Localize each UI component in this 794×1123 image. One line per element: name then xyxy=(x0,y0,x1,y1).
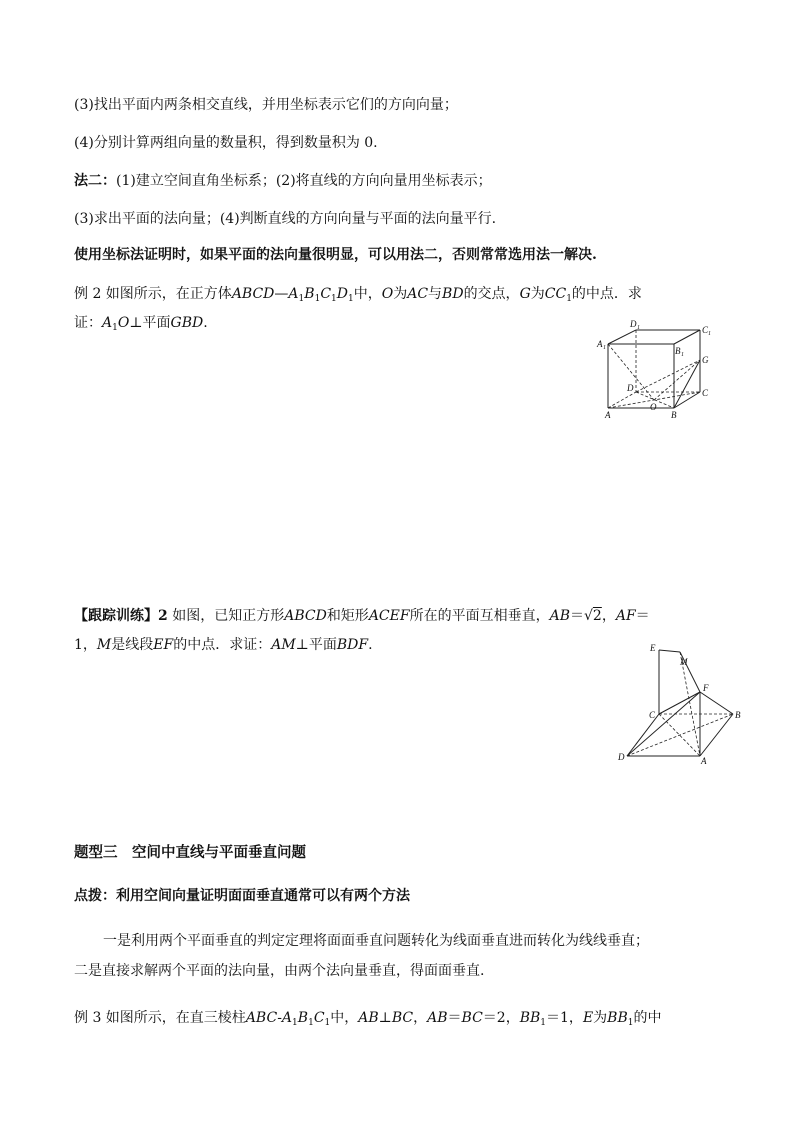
vertex-label: D xyxy=(618,752,625,762)
hint-line: 点拨：利用空间向量证明面面垂直通常可以有两个方法 xyxy=(74,888,410,904)
vertex-label: C xyxy=(702,325,709,335)
example-3-line xyxy=(74,1009,661,1027)
example-2-text: . xyxy=(203,315,208,331)
math-term: BD xyxy=(442,286,464,302)
vertex-label: M xyxy=(680,657,688,667)
math-term: AB xyxy=(549,608,570,624)
vertex-label: 1 xyxy=(603,345,606,351)
math-term: 1 xyxy=(324,1018,331,1028)
math-term: 1 xyxy=(348,294,354,304)
math-term: ABCD xyxy=(284,608,327,624)
method-two-line-2: (3)求出平面的法向量；(4)判断直线的方向向量与平面的法向量平行. xyxy=(74,211,497,227)
example-2-text: ⊥平面 xyxy=(129,315,171,331)
example-2-text: 为 xyxy=(530,286,545,302)
cube-figure xyxy=(596,318,716,422)
vertex-label: E xyxy=(650,643,656,653)
math-term: BC xyxy=(461,1010,483,1026)
vertex-label: 1 xyxy=(708,331,711,337)
math-term: AC xyxy=(407,286,429,302)
track-text: 1， xyxy=(74,637,97,653)
vertex-label: B xyxy=(675,346,681,356)
vertex-label: A xyxy=(605,410,611,420)
math-term: BDF xyxy=(336,637,369,653)
math-term: EF xyxy=(153,637,174,653)
example-3-text: 中， xyxy=(330,1010,359,1026)
example-2-text: 与 xyxy=(428,286,443,302)
track-text: ＝ xyxy=(569,608,584,624)
track-text: 所在的平面互相垂直， xyxy=(409,608,550,624)
paragraph-line-2: 二是直接求解两个平面的法向量，由两个法向量垂直，得面面垂直. xyxy=(74,963,485,979)
track-text: 是线段 xyxy=(111,637,154,653)
math-term: 1 xyxy=(314,294,321,304)
math-term: 2 xyxy=(592,608,602,624)
math-term: BC xyxy=(391,1010,414,1026)
vertex-label: D xyxy=(630,319,637,329)
math-term: A xyxy=(102,315,113,331)
example-3-text: ＝2， xyxy=(482,1010,520,1026)
method-two-label: 法二： xyxy=(74,173,116,189)
vertex-label: A xyxy=(701,756,707,766)
math-term: 1 xyxy=(308,1018,314,1028)
math-term: ABCD xyxy=(231,286,275,302)
example-2-text: 的交点， xyxy=(463,286,520,302)
example-3-text: 例 3 如图所示，在直三棱柱 xyxy=(74,1010,246,1026)
math-term: GBD xyxy=(170,315,204,331)
track-text: . xyxy=(368,637,373,653)
math-term: ACEF xyxy=(368,608,410,624)
square-rectangle-figure xyxy=(612,638,748,766)
math-term: — xyxy=(274,286,289,302)
vertex-label: G xyxy=(702,355,709,365)
math-term: 1 xyxy=(298,294,305,304)
vertex-label: A xyxy=(597,339,603,349)
vertex-label: B xyxy=(735,710,741,720)
math-term: E xyxy=(582,1010,594,1026)
math-term: BB xyxy=(519,1010,541,1026)
example-2-line-2 xyxy=(74,314,208,332)
math-term: B xyxy=(297,1010,309,1026)
example-3-text: 为 xyxy=(593,1010,608,1026)
example-2-line-1 xyxy=(74,285,642,303)
math-term: B xyxy=(304,286,315,302)
math-term: G xyxy=(519,286,531,302)
coordinate-method-note: 使用坐标法证明时，如果平面的法向量很明显，可以用法二，否则常常选用法一解决. xyxy=(74,247,597,263)
math-term: 1 xyxy=(627,1018,634,1028)
math-term: C xyxy=(313,1010,325,1026)
vertex-label: F xyxy=(703,683,709,693)
section-3-title: 题型三 空间中直线与平面垂直问题 xyxy=(74,844,306,861)
math-term: 1 xyxy=(540,1018,547,1028)
math-term: 1 xyxy=(292,1018,298,1028)
math-term: AB xyxy=(427,1010,448,1026)
track-text: ， xyxy=(601,608,616,624)
vertex-label: B xyxy=(671,410,677,420)
example-2-text: 证： xyxy=(74,315,102,331)
track-text: 如图，已知正方形 xyxy=(167,608,285,624)
math-term: A xyxy=(281,1010,293,1026)
math-term: 1 xyxy=(566,294,572,304)
math-term: C xyxy=(320,286,332,302)
track-text: 的中点．求证： xyxy=(173,637,272,653)
example-3-text: ＝1， xyxy=(546,1010,583,1026)
math-term: AF xyxy=(615,608,636,624)
example-3-text: 的中 xyxy=(633,1010,662,1026)
vertex-label: O xyxy=(650,402,657,412)
method-two-steps: (1)建立空间直角坐标系；(2)将直线的方向向量用坐标表示； xyxy=(116,173,492,189)
track-training-line-2 xyxy=(74,636,373,654)
track-text: 和矩形 xyxy=(326,608,369,624)
math-term: - xyxy=(277,1010,282,1026)
math-term: AM xyxy=(271,637,296,653)
math-term: 1 xyxy=(331,294,337,304)
math-term: M xyxy=(96,637,112,653)
method-two-line xyxy=(74,172,492,190)
example-3-text: ＝ xyxy=(447,1010,462,1026)
vertex-label: D xyxy=(627,383,634,393)
paragraph-line-1: 一是利用两个平面垂直的判定定理将面面垂直问题转化为线面垂直进而转化为线线垂直； xyxy=(103,933,649,949)
example-3-text: ， xyxy=(413,1010,428,1026)
vertex-label: 1 xyxy=(681,352,684,358)
step-4-line: (4)分别计算两组向量的数量积，得到数量积为 0. xyxy=(74,135,378,151)
math-term: √ xyxy=(583,608,593,624)
math-term: D xyxy=(336,286,348,302)
track-text: ＝ xyxy=(635,608,650,624)
example-2-text: 的中点．求 xyxy=(571,286,642,302)
example-3-text: ⊥ xyxy=(378,1010,392,1026)
math-term: A xyxy=(288,286,299,302)
math-term: AB xyxy=(358,1010,379,1026)
vertex-label: C xyxy=(702,388,709,398)
step-3-line: (3)找出平面内两条相交直线，并用坐标表示它们的方向向量； xyxy=(74,97,458,113)
track-training-line-1 xyxy=(74,607,650,625)
math-term: O xyxy=(117,315,130,331)
track-training-label: 【跟踪训练】2 xyxy=(74,608,168,624)
vertex-label: C xyxy=(649,710,656,720)
track-text: ⊥平面 xyxy=(295,637,337,653)
math-term: O xyxy=(381,286,394,302)
example-2-text: 为 xyxy=(393,286,408,302)
vertex-label: 1 xyxy=(637,325,640,331)
math-term: CC xyxy=(544,286,567,302)
example-2-text: 例 2 如图所示，在正方体 xyxy=(74,286,232,302)
math-term: 1 xyxy=(112,323,118,333)
math-term: ABC xyxy=(245,1010,278,1026)
math-term: BB xyxy=(607,1010,628,1026)
example-2-text: 中， xyxy=(353,286,382,302)
